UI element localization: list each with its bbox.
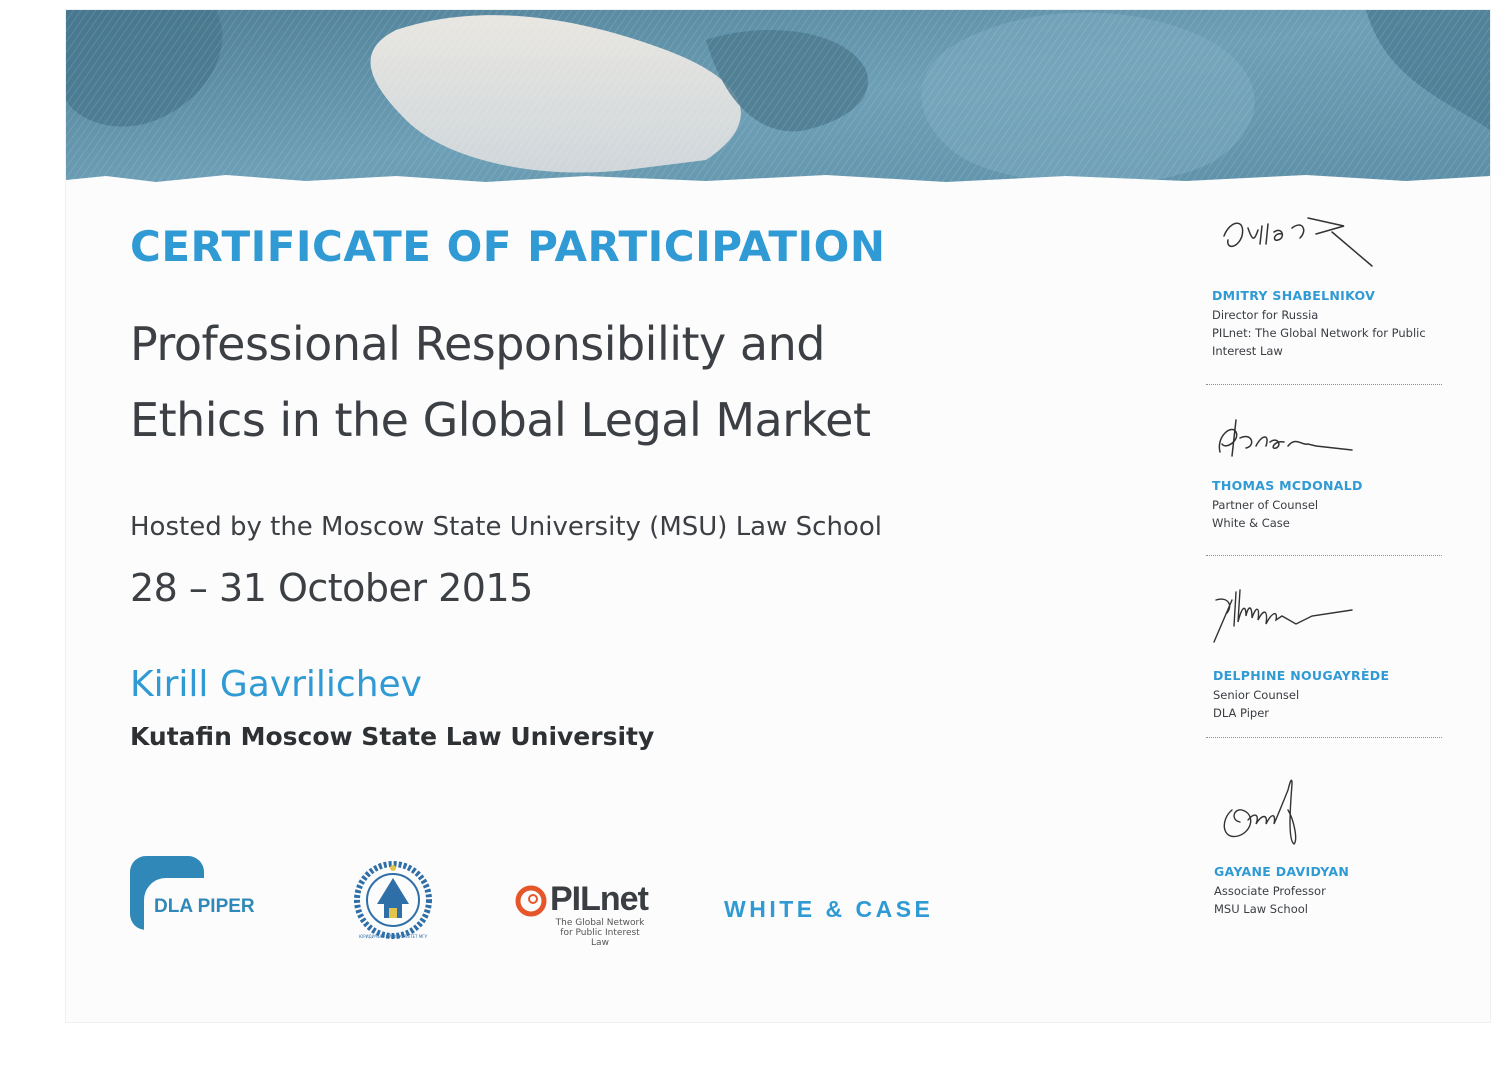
signatory-name: DELPHINE NOUGAYRÈDE: [1213, 668, 1390, 683]
signatory-title: Partner of Counsel: [1212, 498, 1319, 512]
puzzle-banner-image: [66, 10, 1490, 198]
pilnet-logo: [514, 880, 664, 948]
signatory-name: GAYANE DAVIDYAN: [1214, 864, 1350, 879]
signature: [1212, 770, 1392, 850]
signature: [1212, 406, 1392, 476]
participant-affiliation: Kutafin Moscow State Law University: [130, 722, 655, 751]
pilnet-wordmark: PILnet: [550, 880, 648, 918]
course-title-line-1: Professional Responsibility and: [130, 317, 825, 371]
course-title: [130, 306, 870, 458]
pilnet-swirl-icon: [514, 884, 548, 918]
signature: [1212, 576, 1392, 646]
dla-piper-wordmark: DLA PIPER: [154, 896, 255, 917]
participant-name: Kirill Gavrilichev: [130, 664, 422, 705]
signatory-divider: [1206, 384, 1442, 385]
hosted-by-text: Hosted by the Moscow State University (MSU) Law School: [130, 512, 882, 542]
signature: [1212, 206, 1392, 276]
signatory-title: Interest Law: [1212, 344, 1283, 358]
dla-piper-logo: [130, 856, 290, 936]
event-dates: 28 – 31 October 2015: [130, 566, 533, 610]
msu-emblem: [354, 860, 432, 940]
white-case-logo: WHITE & CASE: [724, 896, 934, 922]
signatory-divider: [1206, 737, 1442, 738]
msu-emblem-text: ЮРИДИЧЕСКИЙ ФАКУЛЬТЕТ МГУ: [358, 934, 428, 939]
course-title-line-2: Ethics in the Global Legal Market: [130, 393, 871, 447]
signatory-title: Senior Counsel: [1213, 688, 1300, 702]
signatory-title: PILnet: The Global Network for Public: [1212, 326, 1426, 340]
certificate-title: CERTIFICATE OF PARTICIPATION: [130, 222, 886, 271]
signatory-title: Director for Russia: [1212, 308, 1319, 322]
signatory-title: DLA Piper: [1213, 706, 1270, 720]
pilnet-tagline: The Global Network for Public Interest Law: [555, 918, 645, 948]
signatory-divider: [1206, 555, 1442, 556]
signatory-title: MSU Law School: [1214, 902, 1308, 916]
signatory-title: White & Case: [1212, 516, 1290, 530]
signatory-title: Associate Professor: [1214, 884, 1326, 898]
certificate-sheet: [66, 10, 1490, 1022]
signatory-name: THOMAS MCDONALD: [1212, 478, 1363, 493]
signatory-name: DMITRY SHABELNIKOV: [1212, 288, 1376, 303]
